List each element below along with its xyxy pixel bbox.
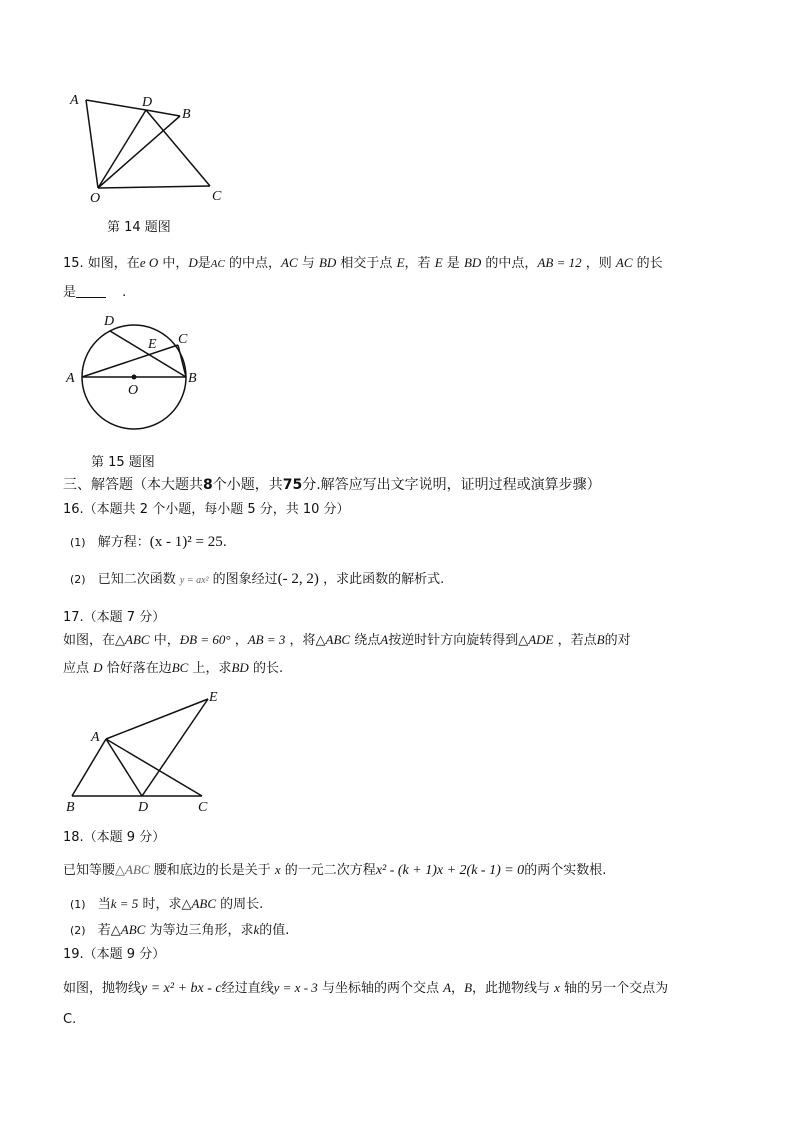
label-E: E [209, 690, 218, 705]
section-3-heading: 三、解答题（本大题共8个小题，共75分.解答应写出文字说明，证明过程或演算步骤） [63, 477, 601, 493]
label-D: D [104, 314, 115, 329]
question-16-title: 16.（本题共 2 个小题，每小题 5 分，共 10 分） [63, 502, 350, 517]
question-17-line-1: 如图，在△ABC 中，ÐB = 60° ，AB = 3 ，将△ABC 绕点A按逆时针方向旋转得到△ADE ，若点B的对 [63, 632, 631, 648]
segment-AD [106, 739, 142, 796]
segment-DE [142, 699, 208, 796]
figure-15-caption: 第 15 题图 [91, 455, 155, 470]
figure-14 [60, 88, 240, 208]
question-18-line-1: 已知等腰△ABC 腰和底边的长是关于 x 的一元二次方程x² - (k + 1)x + 2(k - 1) = 0的两个实数根. [63, 862, 607, 878]
label-B: B [66, 800, 75, 815]
label-B: B [188, 371, 197, 386]
question-18-title: 18.（本题 9 分） [63, 830, 166, 845]
segment-OD [98, 110, 146, 188]
segment-OB [98, 116, 180, 188]
label-D: D [138, 800, 149, 815]
question-17-line-2: 应点 D 恰好落在边BC 上，求BD 的长. [63, 660, 284, 676]
segment-AC [106, 739, 202, 796]
segment-OC [98, 186, 210, 188]
label-D: D [142, 95, 153, 110]
question-16-part-2: (2) 已知二次函数 y = ax² 的图象经过(- 2, 2) ，求此函数的解析式. [70, 571, 445, 587]
question-19-line-2: C. [63, 1012, 77, 1027]
label-O: O [90, 191, 101, 206]
segment-AB [72, 739, 106, 796]
label-A: A [66, 371, 75, 386]
segment-AD [86, 100, 146, 110]
question-16-part-1: (1) 解方程：(x - 1)² = 25. [70, 534, 227, 550]
label-A: A [70, 93, 79, 108]
question-19-title: 19.（本题 9 分） [63, 947, 166, 962]
question-18-part-2: (2) 若△ABC 为等边三角形，求k的值. [70, 922, 290, 938]
question-18-part-1: (1) 当k = 5 时，求△ABC 的周长. [70, 896, 264, 912]
figure-15 [60, 310, 210, 448]
arc-AC: AC [210, 258, 225, 270]
segment-AO [86, 100, 98, 188]
label-C: C [178, 332, 188, 347]
label-C: C [212, 189, 222, 204]
label-A: A [91, 730, 100, 745]
segment-AC [82, 345, 178, 377]
figure-14-caption: 第 14 题图 [107, 220, 171, 235]
question-15-line-2: 是 . [63, 285, 127, 300]
center-point-O [132, 375, 137, 380]
segment-DC [146, 110, 210, 186]
question-19-line-1: 如图，抛物线y = x² + bx - c经过直线y = x - 3 与坐标轴的两个交点 A，B，此抛物线与 x 轴的另一个交点为 [63, 980, 669, 996]
label-B: B [182, 107, 191, 122]
question-17-title: 17.（本题 7 分） [63, 610, 166, 625]
label-O: O [128, 383, 139, 398]
answer-blank[interactable] [76, 285, 106, 298]
question-15-line-1: 15. 如图，在e O 中，D是AC 的中点，AC 与 BD 相交于点 E，若 E 是 BD 的中点，AB = 12 ，则 AC 的长 [63, 255, 663, 271]
label-E: E [148, 337, 157, 352]
label-C: C [198, 800, 208, 815]
figure-17 [58, 685, 233, 817]
segment-AE [106, 699, 208, 739]
